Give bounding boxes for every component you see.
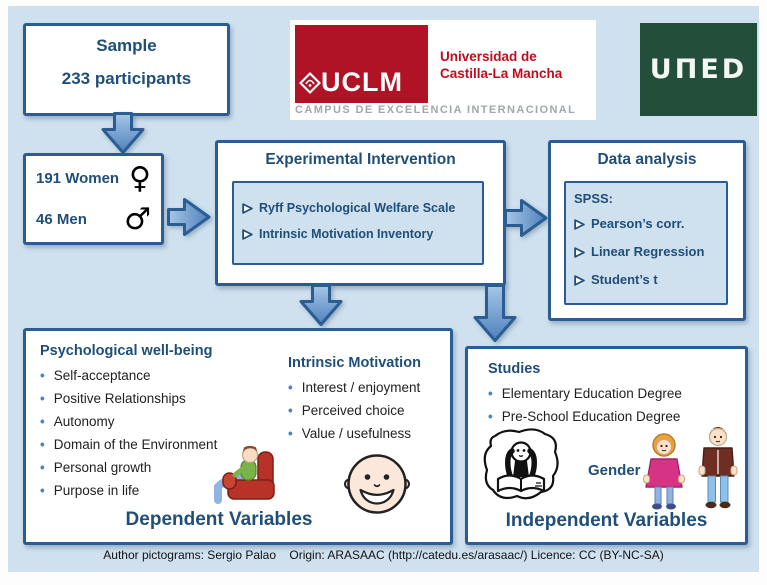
- down-arrow-icon: [100, 112, 146, 154]
- list-item: [488, 382, 682, 405]
- male-symbol-icon: ♂: [124, 201, 151, 237]
- pictogram-credit: Author pictograms: Sergio Palao Origin: ARASAAC (http://catedu.es/arasaac/) Licence: CC (BY-NC-SA): [103, 548, 664, 562]
- dot-bullet: •: [40, 483, 45, 498]
- experimental-title: Experimental Intervention: [265, 151, 456, 168]
- dot-bullet: •: [40, 391, 45, 406]
- dependent-variables-label: Dependent Variables: [125, 509, 313, 530]
- sample-participants: 233 participants: [61, 69, 192, 88]
- uclm-logo: [290, 20, 596, 120]
- experimental-item-1: Ryff Psychological Welfare Scale: [259, 201, 456, 215]
- data-analysis-title: Data analysis: [597, 151, 697, 168]
- uned-logo: [640, 23, 757, 116]
- arrowhead-bullet-icon: [574, 219, 585, 230]
- list-item: [40, 433, 217, 456]
- analysis-item-2: Linear Regression: [591, 244, 705, 259]
- dot-bullet: •: [488, 409, 493, 424]
- men-row: [26, 201, 161, 237]
- pwb-item: Positive Relationships: [53, 391, 186, 406]
- right-arrow-icon: [167, 197, 211, 237]
- dot-bullet: •: [40, 414, 45, 429]
- data-analysis-inner-box: [564, 181, 728, 305]
- list-item: [40, 364, 217, 387]
- uclm-name-line1: Universidad de: [440, 49, 537, 64]
- list-item: [242, 195, 482, 221]
- pwb-item: Personal growth: [53, 460, 152, 475]
- arrowhead-bullet-icon: [574, 275, 585, 286]
- down-arrow-icon: [472, 284, 518, 342]
- list-item: [242, 221, 482, 247]
- right-arrow-icon: [504, 198, 548, 238]
- list-item: [40, 410, 217, 433]
- dot-bullet: •: [40, 437, 45, 452]
- female-symbol-icon: ♀: [129, 160, 151, 196]
- list-item: [288, 399, 421, 422]
- data-analysis-box: [548, 140, 746, 321]
- dot-bullet: •: [288, 426, 293, 441]
- gender-label: Gender: [588, 462, 641, 479]
- im-item: Value / usefulness: [301, 426, 412, 441]
- dot-bullet: •: [488, 386, 493, 401]
- experimental-intervention-box: [215, 140, 506, 286]
- analysis-item-3: Student’s t: [591, 272, 658, 287]
- uclm-red-box: [295, 25, 428, 103]
- dot-bullet: •: [288, 380, 293, 395]
- software-label: SPSS:: [574, 191, 614, 206]
- analysis-item-1: Pearson’s corr.: [591, 216, 685, 231]
- woman-icon: [640, 433, 688, 511]
- psychological-wellbeing-list: [40, 343, 217, 502]
- dot-bullet: •: [40, 368, 45, 383]
- pwb-item: Self-acceptance: [53, 368, 151, 383]
- sample-title: Sample: [96, 36, 157, 55]
- list-item: [574, 210, 726, 238]
- studies-list: [488, 361, 682, 428]
- dependent-variables-box: [23, 328, 453, 545]
- studies-title: Studies: [488, 361, 541, 377]
- uclm-acronym: UCLM: [321, 67, 403, 97]
- im-item: Interest / enjoyment: [301, 380, 421, 395]
- arrowhead-bullet-icon: [574, 247, 585, 258]
- uned-acronym: UΠED: [649, 54, 748, 85]
- women-row: [26, 160, 161, 196]
- experimental-inner-box: [232, 181, 484, 265]
- dot-bullet: •: [288, 403, 293, 418]
- uclm-name-line2: Castilla-La Mancha: [440, 66, 563, 81]
- list-item: [574, 238, 726, 266]
- intrinsic-motivation-list: [288, 355, 421, 445]
- arrowhead-bullet-icon: [242, 203, 253, 214]
- uclm-diamond-icon: [299, 72, 321, 94]
- list-item: [574, 266, 726, 294]
- list-item: [40, 456, 217, 479]
- im-title: Intrinsic Motivation: [288, 355, 421, 371]
- uclm-campus-text: CAMPUS DE EXCELENCIA INTERNACIONAL: [295, 104, 577, 116]
- list-item: [40, 479, 217, 502]
- person-relaxing-armchair-icon: [208, 444, 280, 508]
- pwb-title: Psychological well-being: [40, 343, 213, 359]
- arrowhead-bullet-icon: [242, 229, 253, 240]
- dot-bullet: •: [40, 460, 45, 475]
- uclm-university-name: [440, 48, 562, 82]
- independent-variables-label: Independent Variables: [505, 510, 708, 531]
- down-arrow-icon: [298, 284, 344, 326]
- pwb-item: Purpose in life: [53, 483, 140, 498]
- studies-item: Elementary Education Degree: [501, 386, 682, 401]
- person-studying-book-icon: [480, 425, 562, 505]
- im-item: Perceived choice: [301, 403, 405, 418]
- list-item: [288, 376, 421, 399]
- sample-box: [23, 23, 230, 116]
- experimental-item-2: Intrinsic Motivation Inventory: [259, 227, 434, 241]
- gender-counts-box: [23, 153, 164, 245]
- women-count: 191 Women: [36, 170, 120, 187]
- studies-item: Pre-School Education Degree: [501, 409, 681, 424]
- list-item: [288, 422, 421, 445]
- list-item: [40, 387, 217, 410]
- pwb-item: Autonomy: [53, 414, 115, 429]
- independent-variables-box: [465, 346, 748, 545]
- pwb-item: Domain of the Environment: [53, 437, 218, 452]
- men-count: 46 Men: [36, 211, 87, 228]
- man-icon: [696, 426, 740, 511]
- smiling-face-icon: [344, 451, 410, 517]
